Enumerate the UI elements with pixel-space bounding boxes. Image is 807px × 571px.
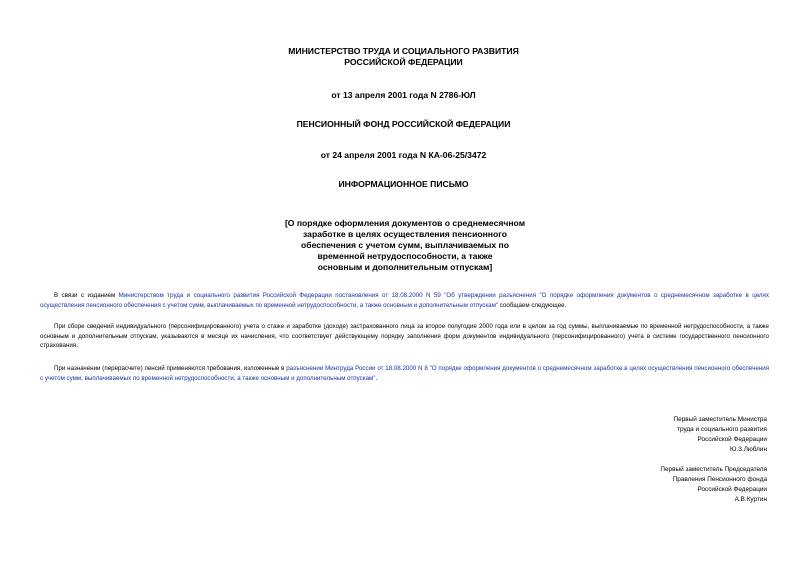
subject-line: временной нетрудоспособности, а также	[317, 251, 493, 261]
signature-title: Первый заместитель Председателя	[660, 466, 767, 473]
subject-line: [О порядке оформления документов о среднемесячном	[284, 218, 526, 228]
document-subject	[265, 218, 545, 273]
subject-line: обеспечения с учетом сумм, выплачиваемых по	[301, 240, 509, 250]
signature-block-pension-fund	[567, 465, 767, 505]
signature-block-ministry	[567, 415, 767, 455]
paragraph-3	[40, 364, 769, 383]
signature-name: А.В.Куртин	[734, 496, 767, 503]
link-mintrud-clarification[interactable]: разъяснении Минтруда России от 18.08.2000 N 8 "О порядке оформления документов о среднемесячном заработке в целях осуществления пенсионного обеспечения с учетом сумм, выплачиваемых по временной нетрудоспособности, а также основным и дополнительным отпускам"	[40, 365, 769, 382]
paragraph-3-text: При назначении (перерасчете) пенсий применяются требования, изложенные в	[54, 365, 287, 372]
subject-line: заработке в целях осуществления пенсионного	[303, 229, 507, 239]
paragraph-2: При сборе сведений индивидуального (персонифицированного) учета о стаже и заработке (доходе) застрахованного лица за второе полугодие 2000 года или в целом за год суммы, выплачиваемые по временной нетрудоспособности, а также основным и дополнительным отпускам, указываются в месяце их начисления, что соответствует действующему порядку заполнения форм документов индивидуального (персонифицированного) учета в системе государственного пенсионного страхования.	[40, 323, 769, 349]
signature-title: труда и социального развития	[677, 426, 767, 433]
link-ministry-resolution[interactable]: Министерством труда и социального развития Российской Федерации постановления от 18.08.2000 N 59 "Об утверждении разъяснения "О порядке оформления документов о среднемесячном заработке в целях осуществления пенсионного обеспечения с учетом сумм, выплачиваемых по временной нетрудоспособности, а также основным и дополнительным отпускам"	[40, 292, 769, 309]
subject-line: основным и дополнительным отпускам]	[317, 262, 493, 272]
signature-title: Правления Пенсионного фонда	[672, 476, 767, 483]
paragraph-1-text: В связи с изданием	[54, 292, 119, 299]
document-type: ИНФОРМАЦИОННОЕ ПИСЬМО	[338, 179, 469, 189]
issuer-ministry	[0, 46, 807, 68]
issuer-pension-fund: ПЕНСИОННЫЙ ФОНД РОССИЙСКОЙ ФЕДЕРАЦИИ	[296, 119, 511, 129]
pension-fund-date: от 24 апреля 2001 года N КА-06-25/3472	[320, 150, 487, 160]
paragraph-1	[40, 291, 769, 310]
issuer-ministry-line1: МИНИСТЕРСТВО ТРУДА И СОЦИАЛЬНОГО РАЗВИТИЯ	[288, 46, 519, 56]
signature-title: Первый заместитель Министра	[673, 416, 767, 423]
signature-title: Российской Федерации	[697, 486, 767, 493]
issuer-ministry-line2: РОССИЙСКОЙ ФЕДЕРАЦИИ	[344, 57, 463, 67]
ministry-date: от 13 апреля 2001 года N 2786-ЮЛ	[331, 90, 476, 100]
signature-name: Ю.З.Люблин	[729, 446, 767, 453]
paragraph-1-tail: сообщаем следующее.	[498, 301, 567, 309]
paragraph-3-tail: .	[375, 374, 378, 382]
signature-title: Российской Федерации	[697, 436, 767, 443]
